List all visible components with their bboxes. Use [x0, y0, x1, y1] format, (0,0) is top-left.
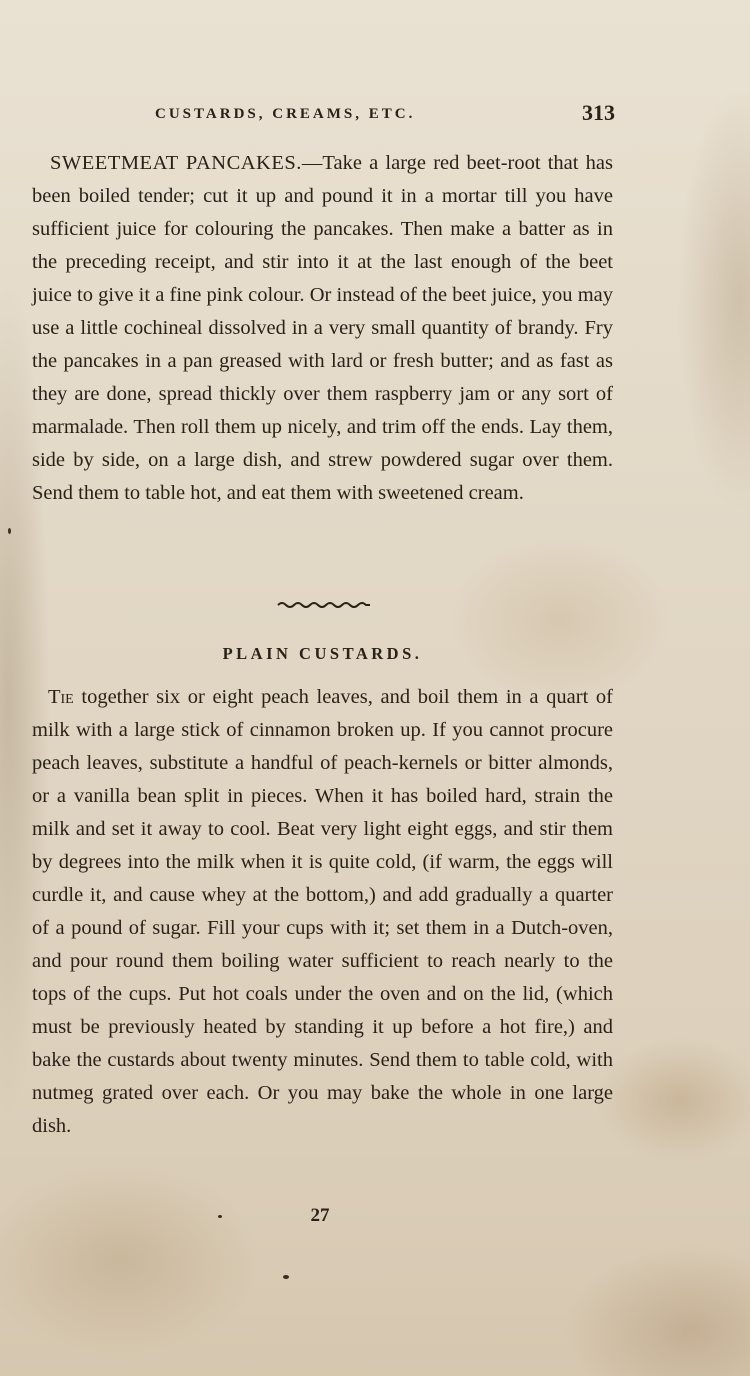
running-title: CUSTARDS, CREAMS, ETC.	[155, 106, 416, 122]
recipe-body: together six or eight peach leaves, and boil them in a quart of milk with a large stick of cinnamon broken up. If you cannot procure peach leaves, substitute a handful of peach-kernels or bitter almonds, or a vanilla bean split in pieces. When it has boiled hard, strain the milk and set it away to cool. Beat very light eight eggs, and stir them by degrees into the milk when it is quite cold, (if warm, the eggs will curdle it, and cause whey at the bottom,) and add gradually a quarter of a pound of sugar. Fill your cups with it; set them in a Dutch-oven, and pour round them boiling water sufficient to reach nearly to the tops of the cups. Put hot coals under the oven and on the lid, (which must be previously heated by standing it up before a hot fire,) and bake the custards about twenty minutes. Send them to table cold, with nutmeg grated over each. Or you may bake the whole in one large dish.	[32, 686, 613, 1137]
signature-mark: 27	[310, 1205, 330, 1226]
recipe-plain-custards	[32, 681, 613, 1143]
ink-speck	[8, 528, 11, 534]
ink-speck	[218, 1215, 222, 1218]
page-number: 313	[582, 100, 615, 125]
section-heading: PLAIN CUSTARDS.	[222, 644, 423, 663]
recipe-body: —Take a large red beet-root that has been boiled tender; cut it up and pound it in a mortar till you have sufficient juice for colouring the pancakes. Then make a batter as in the preceding receipt, and stir into it at the last enough of the beet juice to give it a fine pink colour. Or instead of the beet juice, you may use a little cochineal dissolved in a very small quantity of brandy. Fry the pancakes in a pan greased with lard or fresh butter; and as fast as they are done, spread thickly over them raspberry jam or any sort of marmalade. Then roll them up nicely, and trim off the ends. Lay them, side by side, on a large dish, and strew powdered sugar over them. Send them to table hot, and eat them with sweetened cream.	[32, 152, 613, 504]
recipe-sweetmeat-pancakes	[32, 147, 613, 510]
decorative-rule	[276, 598, 372, 612]
recipe-lead-word: Tie	[48, 686, 74, 708]
recipe-title: SWEETMEAT PANCAKES.	[50, 152, 302, 174]
running-head	[30, 100, 615, 132]
ink-speck	[283, 1275, 289, 1279]
